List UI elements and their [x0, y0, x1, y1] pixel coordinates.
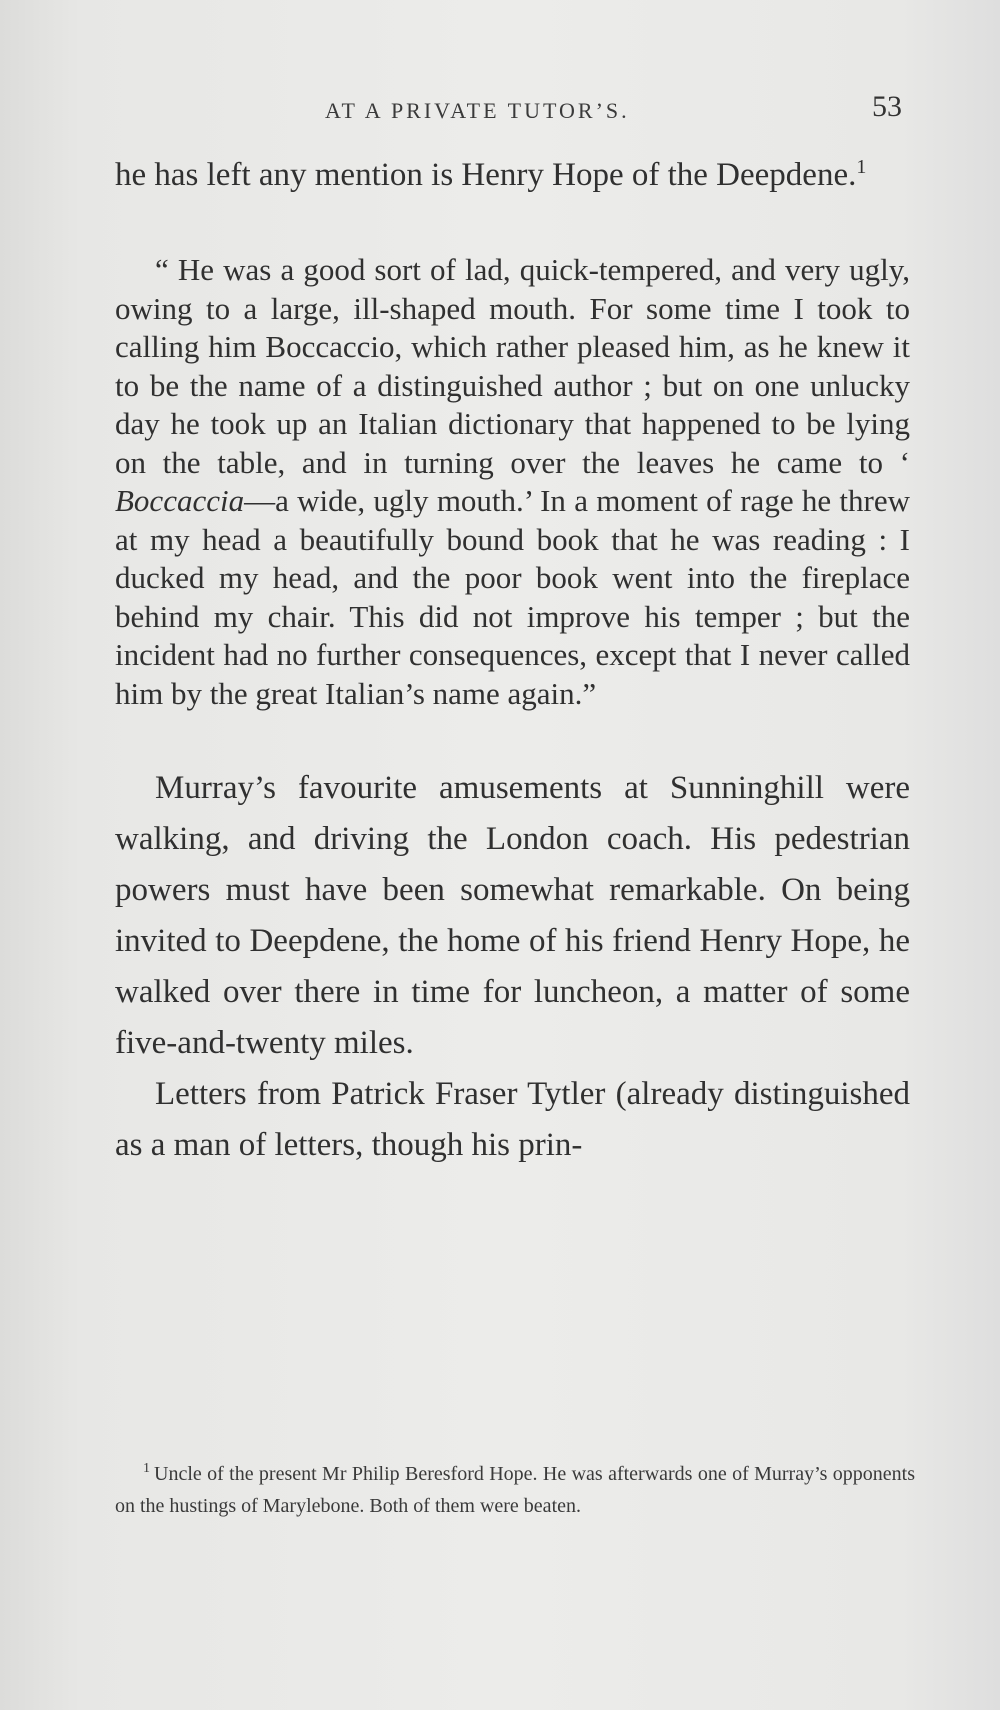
paragraph-murray: Murray’s favourite amusements at Sunninghill were walking, and driving the London coach. His pedestrian powers must have been somewhat remarkable. On being invited to Deepdene, the home of his friend Henry Hope, he walked over there in time for luncheon, a matter of some five-and-twenty miles.	[115, 770, 910, 1061]
footnote	[115, 1458, 915, 1522]
footnote-marker: 1	[143, 1461, 150, 1477]
quote-italic-term: Boccaccia	[115, 483, 245, 518]
quote-text-start: “ He was a good sort of lad, quick-tempered, and very ugly, owing to a large, ill-shaped mouth. For some time I took to calling him Boccaccio, which rather pleased him, as he knew it to be the name of a distinguished author ; but on one unlucky day he took up an Italian dictionary that happened to be lying on the table, and in turning over the leaves he came to ‘	[115, 252, 910, 480]
running-head	[0, 90, 1000, 130]
footnote-text: Uncle of the present Mr Philip Beresford Hope. He was afterwards one of Murray’s opponents on the hustings of Marylebone. Both of them were beaten.	[115, 1463, 915, 1517]
body-text	[115, 150, 910, 1171]
footnote-reference: 1	[856, 156, 867, 178]
paragraph-quote	[115, 251, 910, 713]
paragraph-letters: Letters from Patrick Fraser Tytler (already distinguished as a man of letters, though his prin-	[115, 1076, 910, 1163]
paragraph-opening	[115, 150, 910, 201]
running-title: AT A PRIVATE TUTOR’S.	[325, 98, 630, 123]
quote-text-end: —a wide, ugly mouth.’ In a moment of rage he threw at my head a beautifully bound book that he was reading : I ducked my head, and the poor book went into the fireplace behind my chair. This did not improve his temper ; but the incident had no further consequences, except that I never called him by the great Italian’s name again.”	[115, 483, 910, 711]
opening-text: he has left any mention is Henry Hope of the Deepdene.	[115, 157, 857, 193]
page-number: 53	[872, 90, 902, 123]
